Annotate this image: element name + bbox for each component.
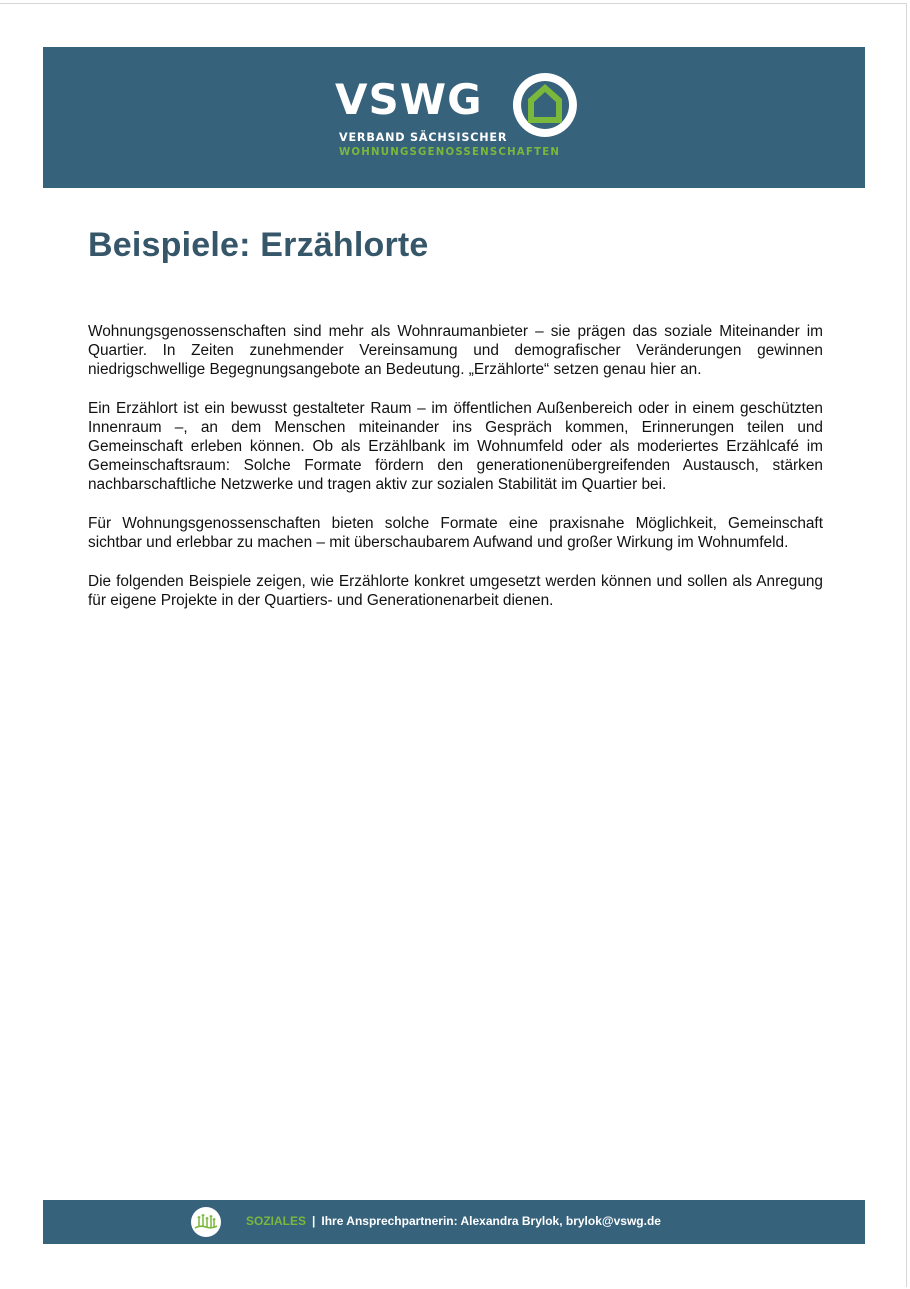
footer-contact: Ihre Ansprechpartnerin: Alexandra Brylok, brylok@vswg.de: [321, 1214, 661, 1228]
community-circle-icon: [190, 1206, 222, 1238]
header-bar: [43, 47, 865, 188]
paragraph-3: Für Wohnungsgenossenschaften bieten solche Formate eine praxisnahe Möglichkeit, Gemeinschaft sichtbar und erlebbar zu machen – mit überschaubarem Aufwand und großer Wirkung im Wohnumfeld.: [88, 515, 823, 551]
logo-wordmark: VSWG: [335, 75, 483, 124]
logo-line-2: WOHNUNGSGENOSSENSCHAFTEN: [339, 147, 561, 158]
footer-bar: [43, 1200, 865, 1244]
house-ring-icon: [511, 71, 579, 141]
vswg-logo: [335, 71, 585, 163]
paragraph-4: Die folgenden Beispiele zeigen, wie Erzählorte konkret umgesetzt werden können und sollen als Anregung für eigene Projekte in der Quartiers- und Generationenarbeit dienen.: [88, 573, 823, 609]
paragraph-1: Wohnungsgenossenschaften sind mehr als Wohnraumanbieter – sie prägen das soziale Miteinander im Quartier. In Zeiten zunehmender Vereinsamung und demografischer Veränderungen gewinnen niedrigschwellige Begegnungsangebote an Bedeutung. „Erzählorte“ setzen genau hier an.: [88, 323, 823, 378]
page-border: [0, 3, 907, 1287]
paragraph-2: Ein Erzählort ist ein bewusst gestalteter Raum – im öffentlichen Außenbereich oder in einem geschützten Innenraum –, an dem Menschen miteinander ins Gespräch kommen, Erinnerungen teilen und Gemeinschaft erleben können. Ob als Erzählbank im Wohnumfeld oder als moderiertes Erzählcafé im Gemeinschaftsraum: Solche Formate fördern den generationenübergreifenden Austausch, stärken nachbarschaftliche Netzwerke und tragen aktiv zur sozialen Stabilität im Quartier bei.: [88, 400, 823, 493]
footer-separator: |: [312, 1214, 316, 1228]
footer-text: [246, 1213, 661, 1229]
body-text: [88, 322, 823, 630]
logo-line-1: VERBAND SÄCHSISCHER: [339, 131, 508, 144]
page-title: Beispiele: Erzählorte: [88, 226, 429, 264]
footer-category: SOZIALES: [246, 1214, 307, 1228]
